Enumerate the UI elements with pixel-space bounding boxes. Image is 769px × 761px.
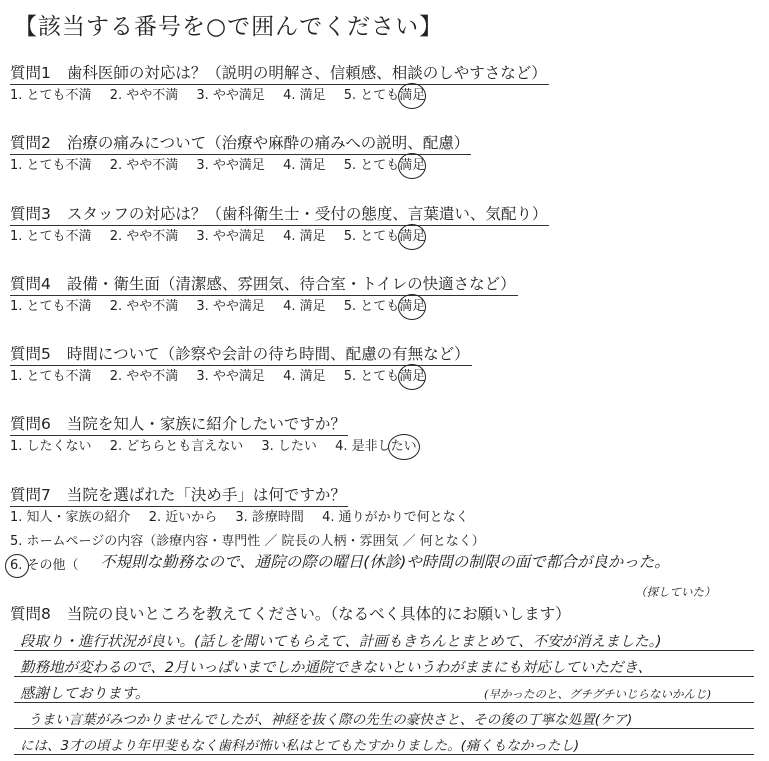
question-3 [10, 203, 760, 247]
question-8-heading [10, 603, 573, 625]
option-1[interactable]: 1. したくない [10, 439, 92, 454]
question-8-text: 当院の良いところを教えてください。（なるべく具体的にお願いします） [66, 605, 571, 623]
option-2[interactable]: 2. 近いから [148, 510, 218, 525]
question-7-options-row1 [10, 508, 760, 528]
selection-circle [398, 153, 426, 179]
option-1[interactable]: 1. とても不満 [10, 88, 92, 103]
answer-side-note: (早かったのと、グチグチいじらないかんじ) [484, 687, 712, 701]
option-6-label[interactable]: 6. その他（ [10, 558, 79, 573]
question-3-text: スタッフの対応は？（歯科衛生士・受付の態度、言葉遣い、気配り） [66, 205, 548, 223]
question-3-number: 質問3 [10, 205, 51, 223]
question-8 [10, 603, 760, 625]
question-5-heading [10, 343, 472, 366]
question-4-options [10, 297, 760, 317]
question-6-number: 質問6 [10, 415, 51, 433]
option-4[interactable]: 4. 満足 [283, 299, 326, 314]
question-2-options [10, 156, 760, 176]
answer-line-1: 段取り・進行状況が良い。(話しを聞いてもらえて、計画もきちんとまとめて、不安が消えました。) [20, 634, 662, 650]
option-5[interactable]: 5. とても満足 [343, 158, 426, 173]
question-6-options [10, 437, 760, 457]
option-4[interactable]: 4. 満足 [283, 229, 326, 244]
question-1 [10, 62, 760, 106]
question-2-number: 質問2 [10, 134, 51, 152]
option-1[interactable]: 1. とても不満 [10, 369, 92, 384]
option-4[interactable]: 4. 満足 [283, 158, 326, 173]
option-4[interactable]: 4. 満足 [283, 369, 326, 384]
question-6 [10, 413, 760, 457]
option-5[interactable]: 5. とても満足 [343, 88, 426, 103]
option-3[interactable]: 3. やや満足 [196, 369, 265, 384]
option-1[interactable]: 1. とても不満 [10, 158, 92, 173]
option-2[interactable]: 2. どちらとも言えない [109, 439, 244, 454]
option-2[interactable]: 2. やや不満 [109, 229, 179, 244]
question-3-options [10, 227, 760, 247]
option-4[interactable]: 4. 満足 [283, 88, 326, 103]
question-7-option-6-row [10, 553, 760, 580]
answer-line [14, 728, 754, 729]
question-8-number: 質問8 [10, 605, 51, 623]
option-5[interactable]: 5. とても満足 [343, 369, 426, 384]
option-3[interactable]: 3. やや満足 [196, 299, 265, 314]
option-5[interactable]: 5. とても満足 [343, 299, 426, 314]
option-1[interactable]: 1. 知人・家族の紹介 [10, 510, 131, 525]
question-4-heading [10, 273, 518, 296]
question-4 [10, 273, 760, 317]
option-3[interactable]: 3. したい [261, 439, 317, 454]
question-5-text: 時間について（診察や会計の待ち時間、配慮の有無など） [66, 345, 470, 363]
other-handwritten-note: （探していた） [635, 585, 716, 599]
answer-line [14, 754, 754, 755]
question-1-heading [10, 62, 549, 85]
question-4-number: 質問4 [10, 275, 51, 293]
selection-circle [398, 364, 426, 390]
question-1-text: 歯科医師の対応は？（説明の明解さ、信頼感、相談のしやすさなど） [66, 64, 547, 82]
question-4-text: 設備・衛生面（清潔感、雰囲気、待合室・トイレの快適さなど） [66, 275, 516, 293]
question-6-text: 当院を知人・家族に紹介したいですか？ [66, 415, 346, 433]
option-3[interactable]: 3. やや満足 [196, 158, 265, 173]
option-4[interactable]: 4. 通りがかりで何となく [322, 510, 469, 525]
selection-circle [398, 83, 426, 109]
question-2-text: 治療の痛みについて（治療や麻酔の痛みへの説明、配慮） [66, 134, 470, 152]
question-3-heading [10, 203, 549, 226]
option-4[interactable]: 4. 是非したい [335, 439, 417, 454]
selection-circle [398, 224, 426, 250]
answer-line-3: 感謝しております。 [20, 686, 150, 702]
question-5-options [10, 367, 760, 387]
option-2[interactable]: 2. やや不満 [109, 158, 179, 173]
question-7-number: 質問7 [10, 486, 51, 504]
option-3[interactable]: 3. 診療時間 [235, 510, 304, 525]
selection-circle [5, 554, 29, 578]
question-5 [10, 343, 760, 387]
answer-line-2: 勤務地が変わるので、2月いっぱいまでしか通院できないというわがままにも対応していただき、 [20, 660, 652, 676]
option-1[interactable]: 1. とても不満 [10, 229, 92, 244]
question-6-heading [10, 413, 348, 436]
option-3[interactable]: 3. やや満足 [196, 229, 265, 244]
option-5[interactable]: 5. とても満足 [343, 229, 426, 244]
selection-circle [388, 434, 420, 460]
other-handwritten-answer: 不規則な勤務なので、通院の際の曜日(休診)や時間の制限の面で都合が良かった。 [100, 553, 670, 571]
answer-line-4: うまい言葉がみつかりませんでしたが、神経を抜く際の先生の豪快さと、その後の丁寧な処置(ケア) [28, 712, 633, 728]
option-2[interactable]: 2. やや不満 [109, 369, 179, 384]
option-2[interactable]: 2. やや不満 [109, 88, 179, 103]
question-7 [10, 484, 760, 599]
question-1-number: 質問1 [10, 64, 51, 82]
question-1-options [10, 86, 760, 106]
option-3[interactable]: 3. やや満足 [196, 88, 265, 103]
option-2[interactable]: 2. やや不満 [109, 299, 179, 314]
question-2 [10, 132, 760, 176]
question-2-heading [10, 132, 471, 155]
question-7-text: 当院を選ばれた「決め手」は何ですか？ [66, 486, 346, 504]
answer-line-5: には、3才の頃より年甲斐もなく歯科が怖い私はとてもたすかりました。(痛くもなかったし) [20, 738, 580, 754]
selection-circle [398, 294, 426, 320]
question-5-number: 質問5 [10, 345, 51, 363]
question-7-heading [10, 484, 348, 507]
page-title: 【該当する番号を○で囲んでください】 [14, 14, 444, 40]
question-7-option-5[interactable]: 5. ホームページの内容（診療内容・専門性 ／ 院長の人柄・雰囲気 ／ 何となく） [10, 534, 485, 549]
option-1[interactable]: 1. とても不満 [10, 299, 92, 314]
